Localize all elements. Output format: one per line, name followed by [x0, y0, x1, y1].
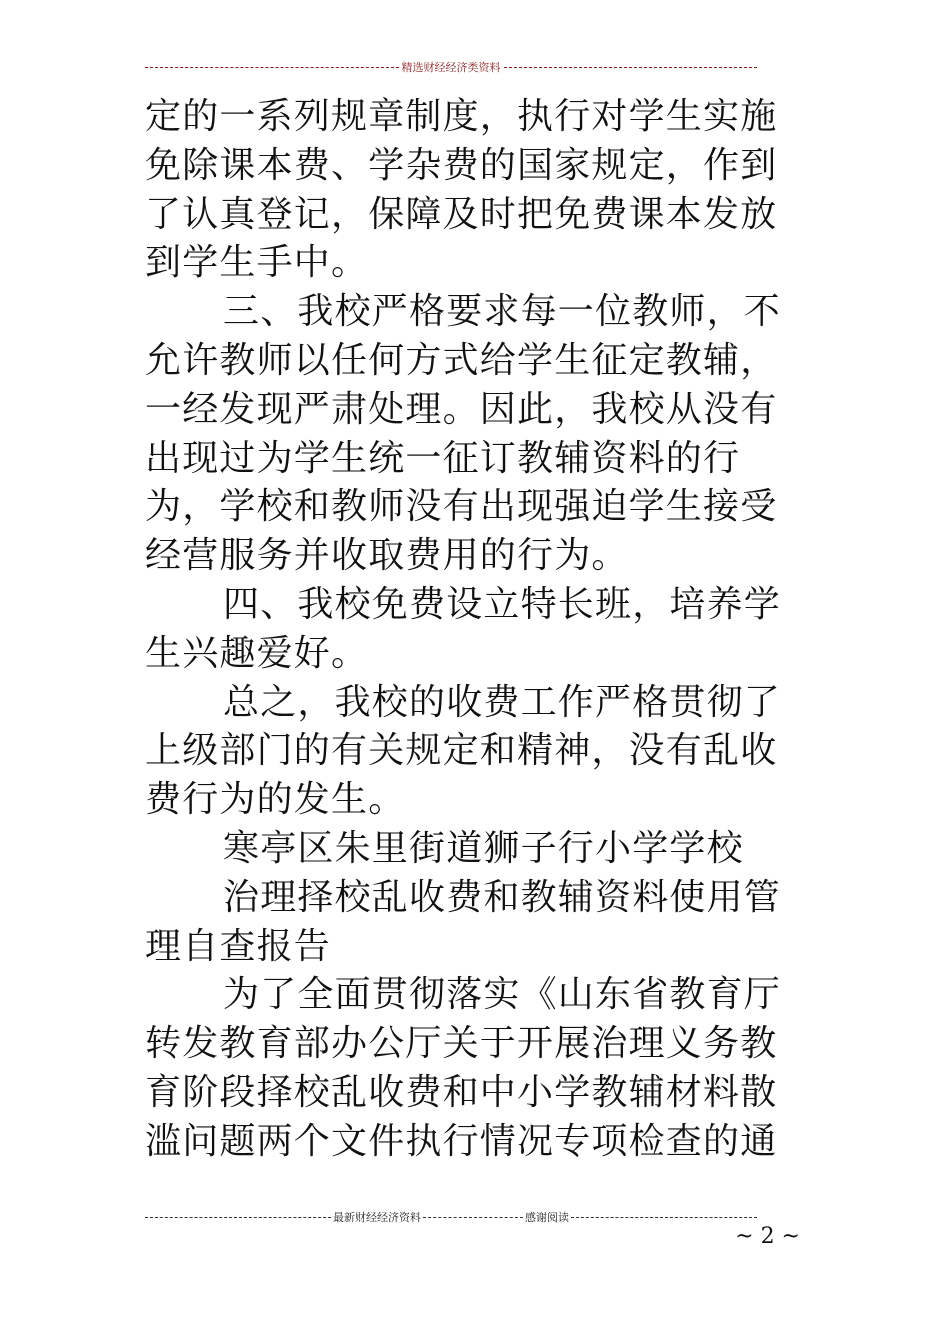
footer-left-label: 最新财经经济资料 [333, 1211, 421, 1224]
header-divider-left [145, 67, 399, 68]
body-line: 经营服务并收取费用的行为。 [145, 535, 629, 577]
body-line: 寒亭区朱里街道狮子行小学学校 [223, 827, 744, 869]
footer-divider-middle [423, 1217, 523, 1218]
body-line: 治理择校乱收费和教辅资料使用管 [223, 876, 782, 918]
body-line: 一经发现严肃处理。因此，我校从没有 [145, 388, 778, 430]
document-body [145, 93, 805, 1167]
header-label: 精选财经经济类资料 [401, 61, 501, 74]
body-line: 了认真登记，保障及时把免费课本发放 [145, 193, 778, 235]
header-divider-right [504, 67, 758, 68]
body-line: 转发教育部办公厅关于开展治理义务教 [145, 1023, 778, 1065]
page-header [145, 56, 757, 78]
body-line: 理自查报告 [145, 925, 332, 967]
body-line: 为了全面贯彻落实《山东省教育厅 [223, 974, 782, 1016]
body-line: 到学生手中。 [145, 242, 369, 284]
page-footer [145, 1208, 757, 1226]
body-line: 三、我校严格要求每一位教师，不 [223, 291, 782, 333]
body-line: 四、我校免费设立特长班，培养学 [223, 583, 782, 625]
page-number: ~ 2 ~ [735, 1224, 800, 1249]
body-line: 费行为的发生。 [145, 779, 406, 821]
footer-right-label: 感谢阅读 [525, 1211, 569, 1224]
body-line: 总之，我校的收费工作严格贯彻了 [223, 681, 782, 723]
body-line: 育阶段择校乱收费和中小学教辅材料散 [145, 1071, 778, 1113]
body-line: 允许教师以任何方式给学生征定教辅， [145, 339, 778, 381]
body-line: 上级部门的有关规定和精神，没有乱收 [145, 730, 778, 772]
body-line: 免除课本费、学杂费的国家规定，作到 [145, 144, 778, 186]
footer-divider-right [571, 1217, 757, 1218]
body-line: 滥问题两个文件执行情况专项检查的通 [145, 1120, 778, 1162]
body-line: 出现过为学生统一征订教辅资料的行 [145, 437, 741, 479]
body-line: 为，学校和教师没有出现强迫学生接受 [145, 486, 778, 528]
body-line: 定的一系列规章制度，执行对学生实施 [145, 96, 778, 137]
body-line: 生兴趣爱好。 [145, 632, 369, 674]
footer-divider-left [145, 1217, 331, 1218]
